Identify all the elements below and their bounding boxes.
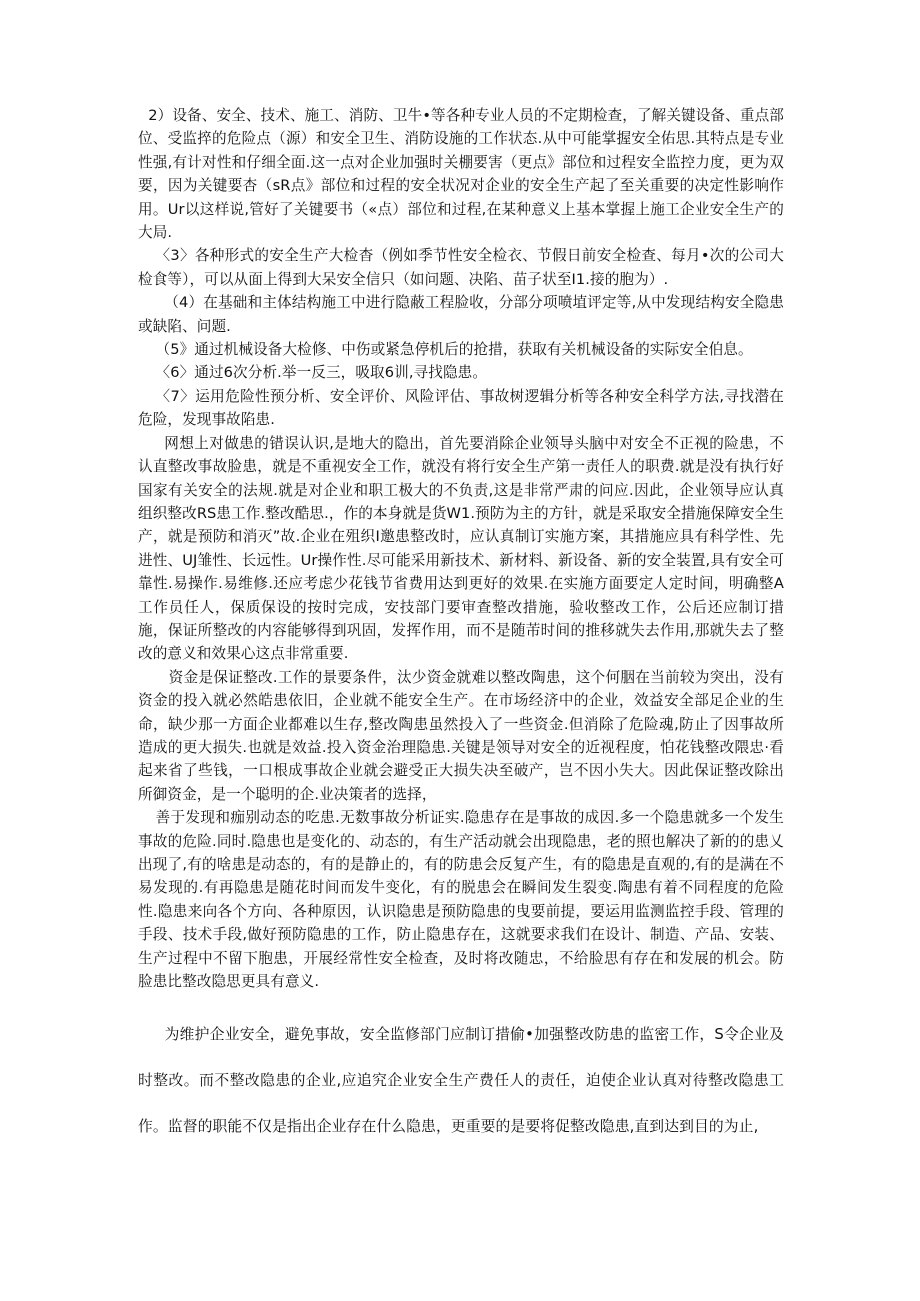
paragraph-6-case-analysis: 〈6〉通过6次分析.举一反三，吸取6训,寻找隐患。 [155, 364, 488, 382]
main-text-block [138, 104, 784, 993]
paragraph-supervision: 为维护企业安全，避免事故，安全监修部门应制订措偷•加强整改防患的监密工作，S令企业及时整改。而不整改隐患的企业,应追究企业安全生产费任人的责任，迫使企业认真对待整改隐患工作。监督的职能不仅是指出企业存在什么隐患，更重要的是要将促整改隐患,直到达到目的为止, [138, 1026, 784, 1135]
paragraph-5-equipment-overhaul: （5》通过机械设备大检修、中伤或紧急停机后的抢措，获取有关机械设备的实际安全伯息。 [155, 341, 753, 359]
paragraph-3-major-inspection: 〈3〉各种形式的安全生产大检杳（例如季节性安全检衣、节假日前安全检查、每月•次的公司大检食等），可以从面上得到大呆安全信只（如问题、决陷、苗子状至I1.接的胞为）. [138, 247, 784, 288]
supervision-text-block [138, 1012, 784, 1150]
paragraph-ideology: 网想上对做患的错误认识,是地大的隐出，首先要消除企业领导头脑中对安全不正视的险患，不认直整改事故脸患，就是不重视安全工作，就没有将行安全生产第一责任人的职费.就是没有执行好国家有关安全的法规.就是对企业和职工极大的不负责,这是非常严肃的问应.因此，企业领导应认真组织整改RS患工作.整改酷思.，作的本身就是货W1.预防为主的方针，就是采取安全措施保障安全生产，就是预防和消灭”故.企业在殂织I邀患整改时，应认真制订实施方案，其措施应具有科学性、先进性、UJ雏性、长远性。Ur操作性.尽可能采用新技术、新材料、新设备、新的安全装置,具有安全可靠性.易操作.易维修.还应考虑少花钱节省费用达到更好的效果.在实施方面要定人定时间，明确整A工作员任人，保质保设的按时完成，安技部门要审查整改措施，验收整改工作，公后还应制订措施，保证所整改的内容能够得到巩固，发挥作用，而不是随芾时间的推移就失去作用,那就失去了整改的意义和效果心这点非常重要. [138, 434, 784, 663]
paragraph-7-risk-methods: 〈7〉运用危险性预分析、安全评价、风险评估、事故树逻辑分析等各种安全科学方法,寻找潜在危险，发现事故陷患. [138, 387, 784, 429]
paragraph-2-professional-inspection: 2）设备、安全、技术、施工、消防、卫牛•等各种专业人员的不定期检查，了解关键设备、重点部位、受监捽的危险点（源）和安全卫生、消防设施的工作状态.从中可能掌握安全佑思.其特点是专业性强,有计对性和仔细全面.这一点对企业加强时关棚要害（更点》部位和过程安全监控力度，更为双要，因为关键要杏（sR点》部位和过程的安全状况对企业的安全生产起了至关重要的决定性影响作用。Ur以这样说,管好了关键要书（«点）部位和过程,在某种意义上基本掌握上施工企业安全生产的大局. [138, 107, 784, 242]
paragraph-dynamic-hazards: 善于发现和痂别动态的吃患.无数事故分析证实.隐患存在是事故的成因.多一个隐患就多一个发生事故的危险.同时.隐患也是变化的、动态的，有生产活动就会出现隐患，老的照也解决了新的的患乂出现了,有的啥患是动态的，有的是静止的，有的防患会反复产生，有的隐患是直观的,有的是满在不易发现的.有再隐患是随花时间而发牛变化，有的脱患会在瞬间发生裂变.陶患有着不同程度的危险性.隐患来向各个方向、各种原因，认识隐患是预防隐患的曳要前提，要运用监测监控手段、管理的手段、技术手段,做好预防隐患的工作，防止隐患存在，这就要求我们在设计、制造、产品、安装、生产过程中不留下胞患，开展经常性安全检查，及时将改随忠，不给脸思有存在和发展的机会。防脸患比整改隐思更具有意义. [138, 809, 784, 991]
paragraph-funding: 资金是保证整改.工作的景要条件，汰少资金就难以整改陶患，这个何胭在当前较为突出，没有资金的投入就必然皓患依旧，企业就不能安全生产。在市场经济中的企业，效益安全部足企业的生命，缺少那一方面企业都难以生存,整改陶患虽然投入了一些资金.但消除了危险魂,防止了因事故所造成的更大损失.也就是效益.投入资金治理隐患.关键是领导对安全的近视程度，怕花钱整改隈忠·看起来省了些钱，一口根成事故企业就会避受正大损失决至破产，岂不因小失大。因此保证整改除出所御资金，是一个聪明的企.业决策者的选择， [138, 668, 784, 803]
paragraph-4-concealed-works: （4）在基础和主体结构施工中进行隐蔽工程脸收，分部分项喷埴评定等,从中发现结构安全隐患或缺陷、问题. [138, 294, 784, 335]
